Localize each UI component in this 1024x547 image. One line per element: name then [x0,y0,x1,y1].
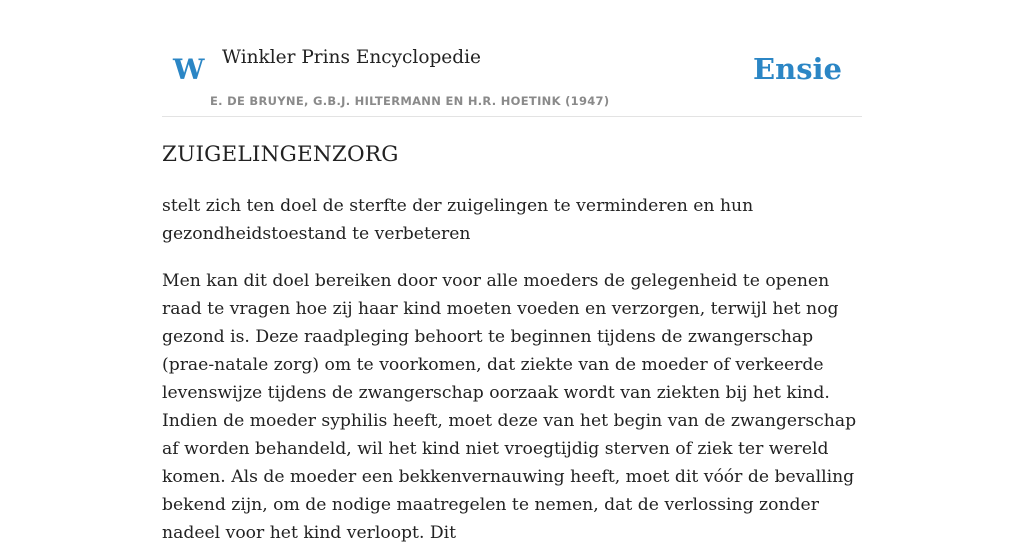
article-title: ZUIGELINGENZORG [162,142,399,167]
article [162,140,862,547]
winkler-prins-logo[interactable]: W [173,53,205,86]
fade-overlay [884,420,1024,512]
source-authors: E. DE BRUYNE, G.B.J. HILTERMANN EN H.R. HOETINK (1947) [210,94,610,108]
source-title[interactable]: Winkler Prins Encyclopedie [222,47,481,68]
article-intro: stelt zich ten doel de sterfte der zuigelingen te verminderen en hun gezondheidstoestand te verbeteren [162,196,754,244]
ensie-logo[interactable]: Ensie [753,52,842,86]
source-header [162,38,862,117]
article-body: Men kan dit doel bereiken door voor alle moeders de gelegenheid te openen raad te vragen hoe zij haar kind moeten voeden en verzorgen, terwijl het nog gezond is. Deze raadpleging behoort te beginnen tijdens de zwangerschap (prae-natale zorg) om te voorkomen, dat ziekte van de moeder of verkeerde levenswijze tijdens de zwangerschap oorzaak wordt van ziekten bij het kind. Indien de moeder syphilis heeft, moet deze van het begin van de zwangerschap af worden behandeld, wil het kind niet vroegtijdig sterven of ziek ter wereld komen. Als de moeder een bekkenvernauwing heeft, moet dit vóór de bevalling bekend zijn, om de nodige maatregelen te nemen, dat de verlossing zonder nadeel voor het kind verloopt. Dit [162,271,857,543]
